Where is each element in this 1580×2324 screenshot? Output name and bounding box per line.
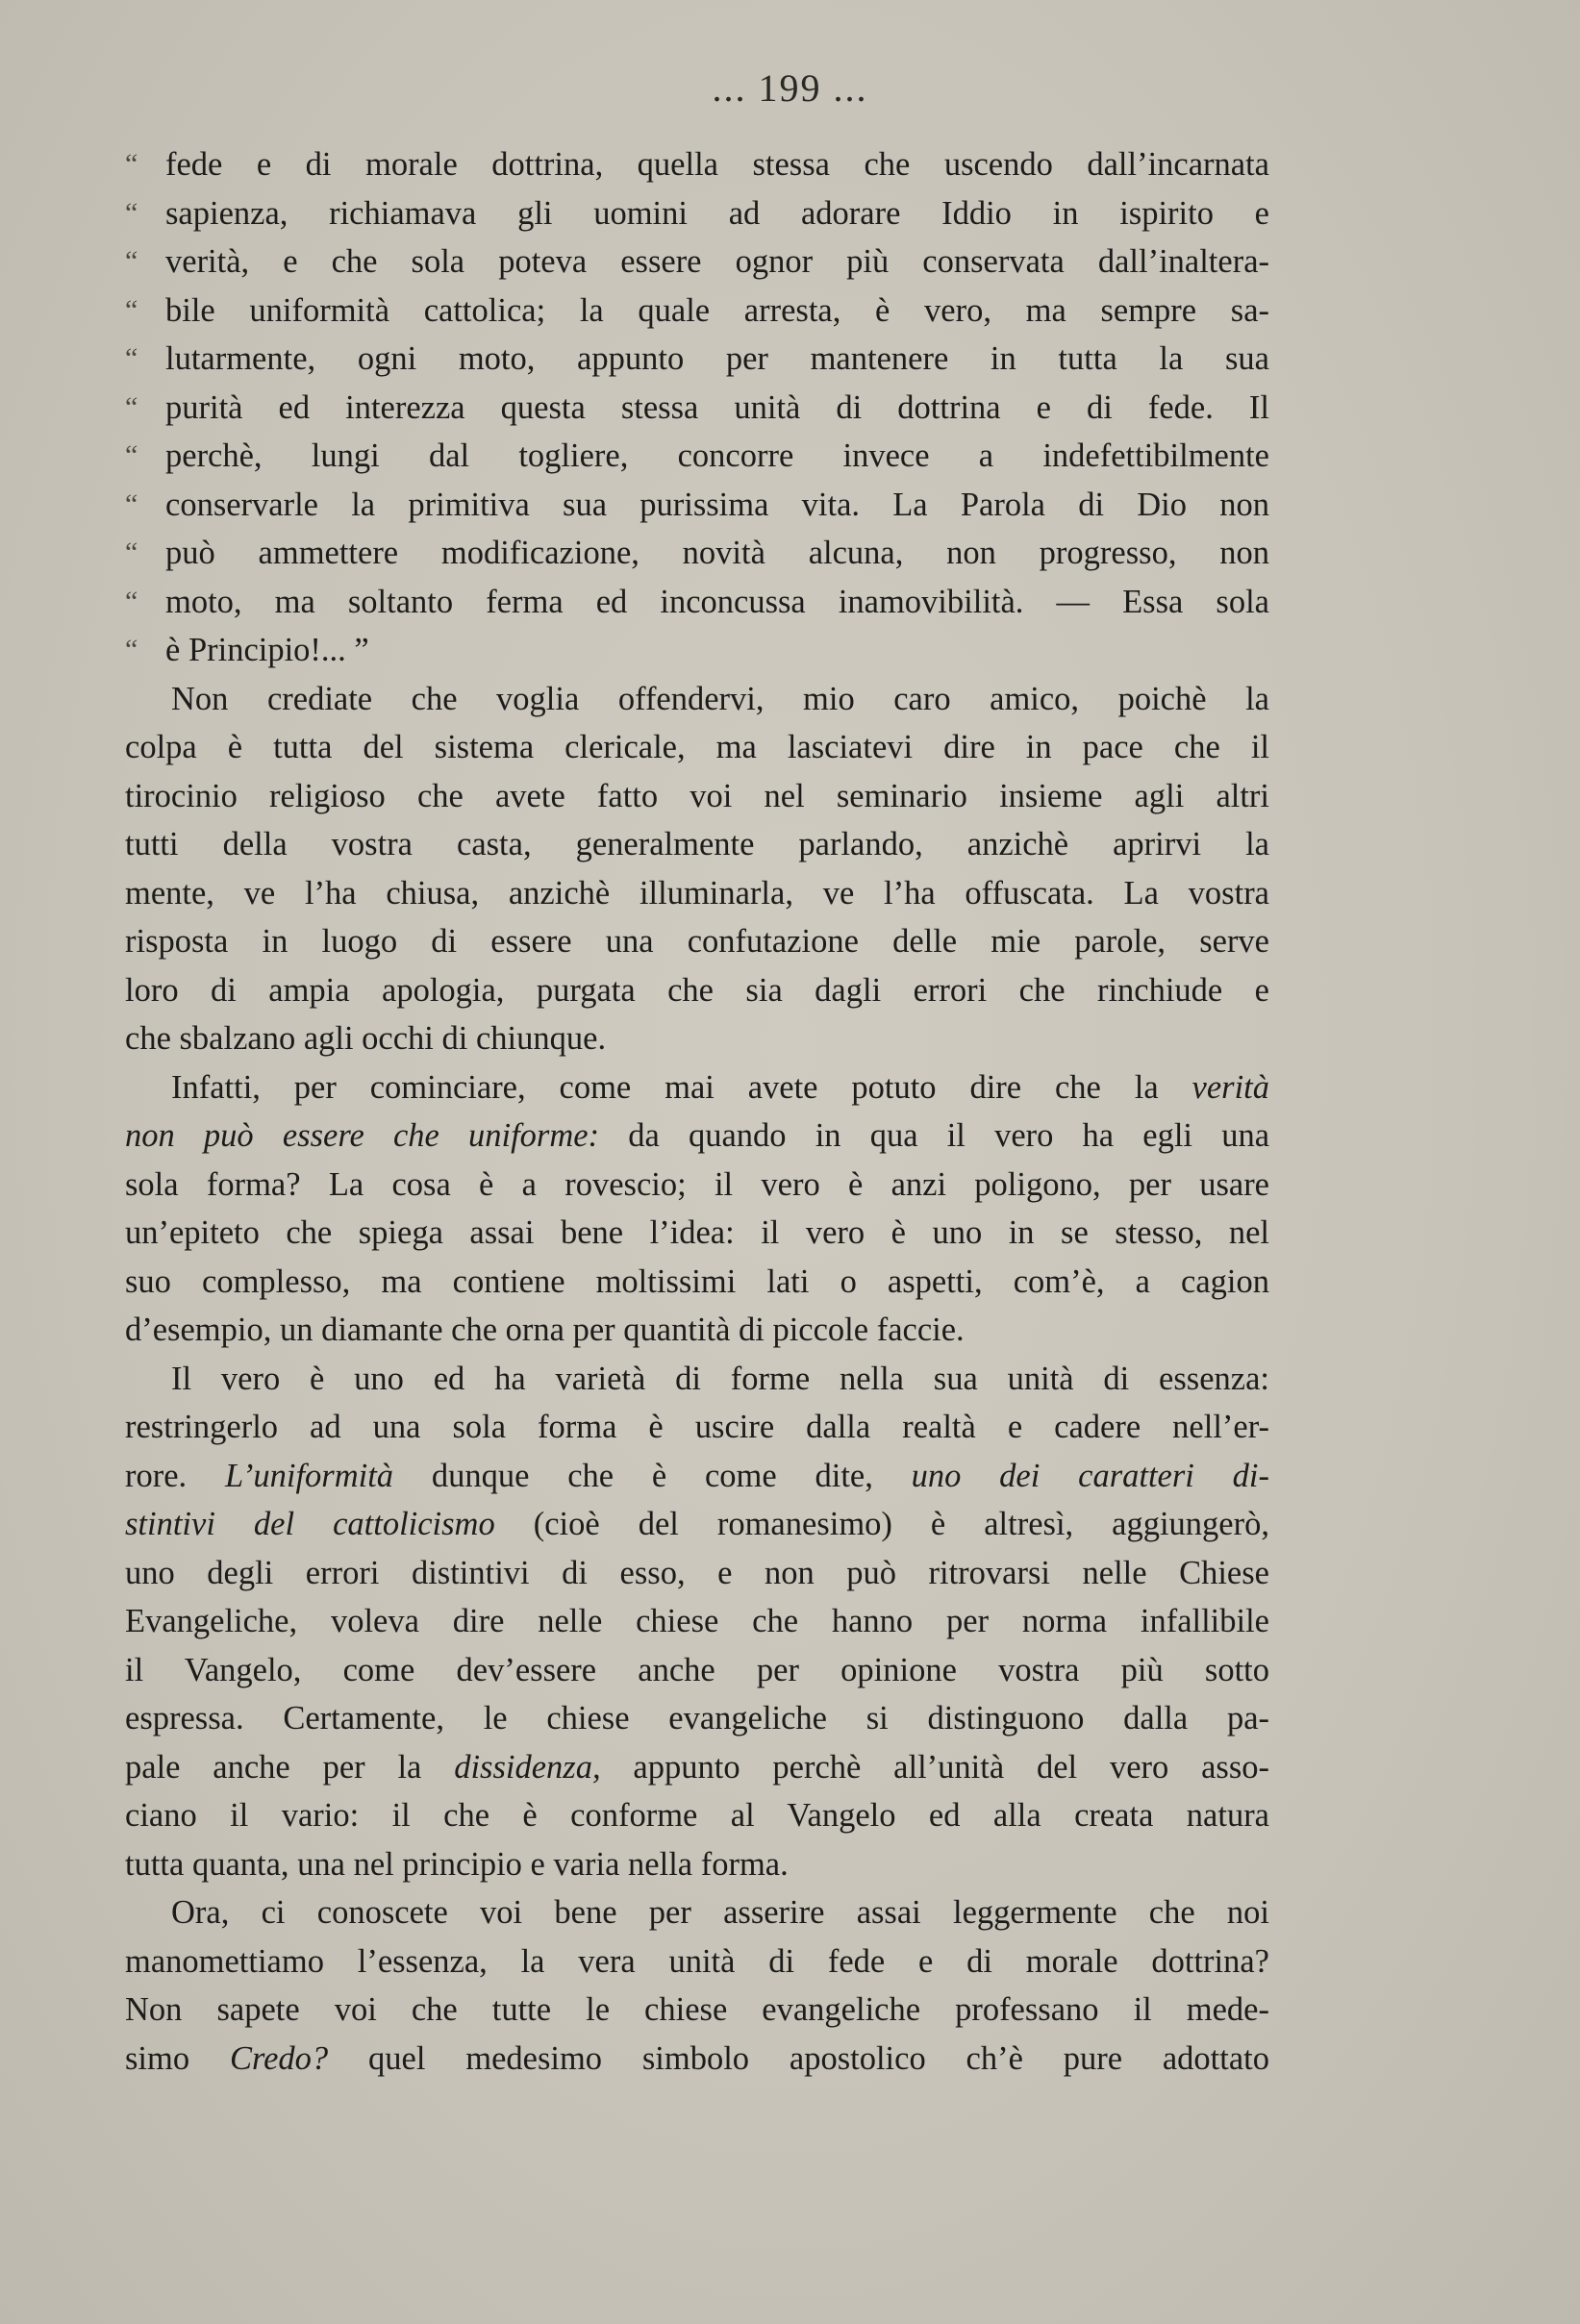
quote-mark: “	[125, 439, 138, 471]
quote-mark: “	[125, 148, 138, 180]
quote-mark: “	[125, 245, 138, 277]
quote-mark: “	[125, 537, 138, 568]
quoted-line: “ moto, ma soltanto ferma ed inconcussa inamovibilità. — Essa sola	[125, 578, 1269, 627]
text-line: Infatti, per cominciare, come mai avete potuto dire che la verità	[171, 1068, 1269, 1106]
text-line: stintivi del cattolicismo (cioè del romanesimo) è altresì, aggiungerò,	[125, 1506, 1269, 1542]
text-line: il Vangelo, come dev’essere anche per opinione vostra più sotto	[125, 1651, 1269, 1688]
text-line: Evangeliche, voleva dire nelle chiese che hanno per norma infallibile	[125, 1603, 1269, 1639]
text-line: pale anche per la dissidenza, appunto perchè all’unità del vero asso-	[125, 1748, 1269, 1786]
body-text	[125, 140, 1269, 2083]
text-line: restringerlo ad una sola forma è uscire dalla realtà e cadere nell’er-	[125, 1409, 1269, 1445]
paragraph-1	[125, 675, 1269, 1063]
quoted-line: “ bile uniformità cattolica; la quale arresta, è vero, ma sempre sa-	[125, 287, 1269, 336]
page-number: ... 199 ...	[712, 66, 868, 110]
quote-mark: “	[125, 390, 138, 423]
quoted-passage	[125, 140, 1269, 675]
text-line: sola forma? La cosa è a rovescio; il vero è anzi poligono, per usare	[125, 1165, 1269, 1203]
italic-text: uno dei caratteri di-	[911, 1457, 1269, 1494]
quote-mark: “	[125, 487, 138, 520]
text-line: colpa è tutta del sistema clericale, ma lasciatevi dire in pace che il	[125, 729, 1269, 765]
quoted-line: “ fede e di morale dottrina, quella stessa che uscendo dall’incarnata	[125, 140, 1269, 189]
text-line: d’esempio, un diamante che orna per quantità di piccole faccie.	[125, 1312, 965, 1348]
quoted-line: “ verità, e che sola poteva essere ognor più conservata dall’inaltera-	[125, 237, 1269, 287]
paragraph-2	[125, 1063, 1269, 1355]
text-line: uno degli errori distintivi di esso, e non può ritrovarsi nelle Chiese	[125, 1554, 1269, 1591]
text-line: espressa. Certamente, le chiese evangeliche si distinguono dalla pa-	[125, 1700, 1269, 1737]
text-line: loro di ampia apologia, purgata che sia dagli errori che rinchiude e	[125, 971, 1269, 1009]
quoted-line: “ è Principio!... ”	[125, 626, 1269, 675]
quote-mark: “	[125, 342, 138, 374]
text-line: simo Credo? quel medesimo simbolo apostolico ch’è pure adottato	[125, 2039, 1269, 2077]
text-line: rore. L’uniformità dunque che è come dite, uno dei caratteri di-	[125, 1457, 1269, 1494]
quoted-line: “ lutarmente, ogni moto, appunto per mantenere in tutta la sua	[125, 335, 1269, 384]
quote-mark: “	[125, 634, 138, 665]
text-line: ciano il vario: il che è conforme al Vangelo ed alla creata natura	[125, 1797, 1269, 1834]
paragraph-3	[125, 1355, 1269, 1889]
text-line: suo complesso, ma contiene moltissimi lati o aspetti, com’è, a cagion	[125, 1262, 1269, 1300]
text-line: che sbalzano agli occhi di chiunque.	[125, 1020, 607, 1057]
italic-text: non può essere che uniforme:	[125, 1117, 600, 1154]
quote-mark: “	[125, 585, 138, 617]
quoted-line: “ conservarle la primitiva sua purissima vita. La Parola di Dio non	[125, 481, 1269, 530]
text-line: Il vero è uno ed ha varietà di forme nella sua unità di essenza:	[171, 1360, 1269, 1397]
text-line: tirocinio religioso che avete fatto voi nel seminario insieme agli altri	[125, 777, 1269, 814]
italic-text: Credo?	[229, 2039, 329, 2077]
quote-mark: “	[125, 293, 138, 326]
quote-mark: “	[125, 196, 138, 229]
text-line: manomettiamo l’essenza, la vera unità di fede e di morale dottrina?	[125, 1942, 1269, 1980]
italic-text: verità	[1191, 1068, 1269, 1106]
text-line: Ora, ci conoscete voi bene per asserire assai leggermente che noi	[171, 1894, 1269, 1931]
italic-text: L’uniformità	[224, 1457, 394, 1494]
italic-text: stintivi del cattolicismo	[125, 1506, 495, 1542]
quoted-line: “ purità ed interezza questa stessa unità di dottrina e di fede. Il	[125, 384, 1269, 433]
italic-text: dissidenza,	[454, 1748, 601, 1786]
text-line: mente, ve l’ha chiusa, anzichè illuminarla, ve l’ha offuscata. La vostra	[125, 874, 1269, 912]
text-line: tutti della vostra casta, generalmente parlando, anzichè aprirvi la	[125, 826, 1269, 862]
paragraph-4	[125, 1888, 1269, 2083]
quoted-line: “ può ammettere modificazione, novità alcuna, non progresso, non	[125, 529, 1269, 578]
text-line: tutta quanta, una nel principio e varia nella forma.	[125, 1845, 789, 1883]
text-line: Non crediate che voglia offendervi, mio caro amico, poichè la	[171, 680, 1269, 717]
text-line: risposta in luogo di essere una confutazione delle mie parole, serve	[125, 923, 1269, 960]
text-line: non può essere che uniforme: da quando in qua il vero ha egli una	[125, 1117, 1269, 1154]
quoted-line: “ perchè, lungi dal togliere, concorre invece a indefettibilmente	[125, 432, 1269, 481]
quoted-line: “ sapienza, richiamava gli uomini ad adorare Iddio in ispirito e	[125, 189, 1269, 238]
text-line: un’epiteto che spiega assai bene l’idea: il vero è uno in se stesso, nel	[125, 1214, 1269, 1251]
text-line: Non sapete voi che tutte le chiese evangeliche professano il mede-	[125, 1991, 1269, 2028]
